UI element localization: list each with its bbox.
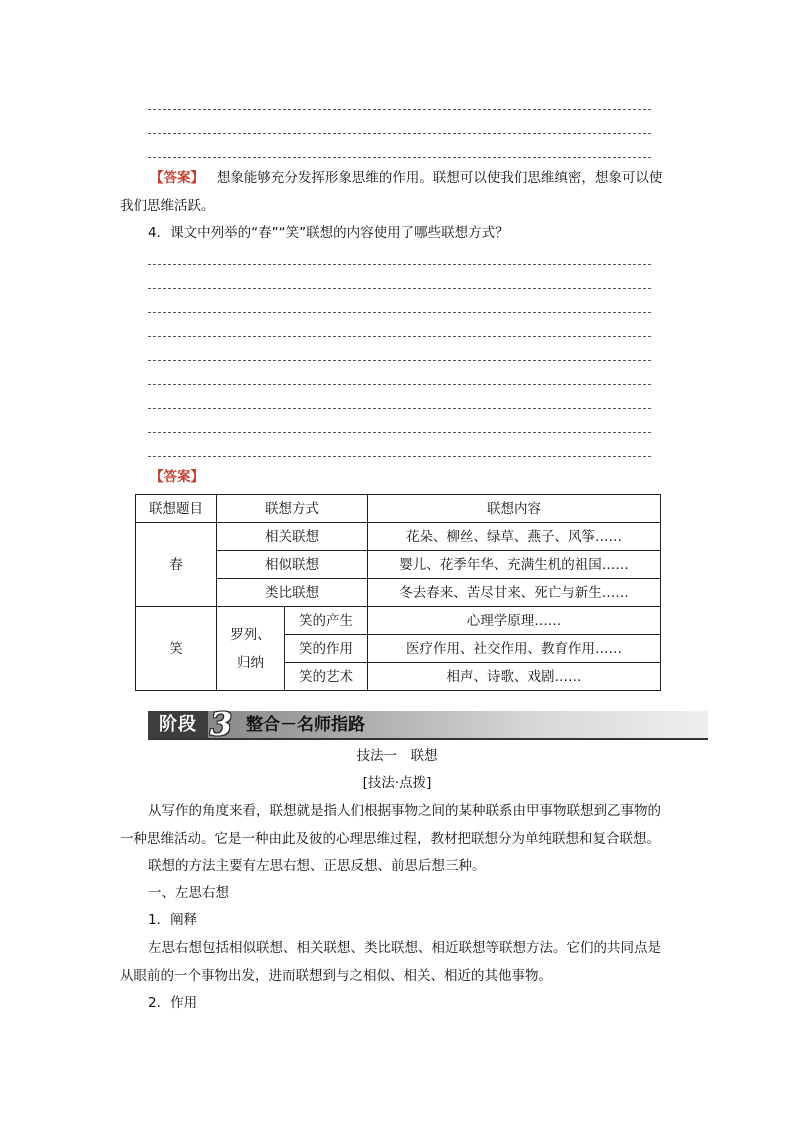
answer-line [148, 432, 651, 433]
paragraph-2: 联想的方法主要有左思右想、正思反想、前思后想三种。 [148, 858, 486, 874]
answer-line [148, 264, 651, 265]
sub-cell: 笑的产生 [285, 607, 368, 635]
item-1: 1．阐释 [148, 912, 198, 928]
answer-3-line2: 我们思维活跃。 [120, 198, 215, 214]
paragraph-1-line2: 一种思维活动。它是一种由此及彼的心理思维过程，教材把联想分为单纯联想和复合联想。 [120, 831, 660, 847]
stage-banner [148, 705, 708, 743]
topic-chun: 春 [136, 523, 217, 607]
answer-3-line1: 想象能够充分发挥形象思维的作用。联想可以使我们思维缜密，想象可以使 [216, 170, 663, 186]
answer-line [148, 408, 651, 409]
answer-label: 【答案】 [150, 469, 204, 485]
header-content: 联想内容 [368, 495, 661, 523]
association-table [135, 494, 661, 691]
content-cell: 花朵、柳丝、绿草、燕子、风筝…… [368, 523, 661, 551]
heading-1: 一、左思右想 [148, 885, 229, 901]
topic-xiao: 笑 [136, 607, 217, 691]
banner-stage-label: 阶段 [148, 711, 208, 739]
table-header-row [136, 495, 661, 523]
answer-line [148, 336, 651, 337]
question-4: 4．课文中列举的“春”“笑”联想的内容使用了哪些联想方式？ [148, 225, 509, 241]
answer-line [148, 288, 651, 289]
method-cell: 相关联想 [217, 523, 368, 551]
paragraph-3-line1: 左思右想包括相似联想、相关联想、类比联想、相近联想等联想方法。它们的共同点是 [148, 940, 661, 956]
method-cell: 类比联想 [217, 579, 368, 607]
answer-line [148, 109, 651, 110]
content-cell: 心理学原理…… [368, 607, 661, 635]
item-2: 2．作用 [148, 995, 198, 1011]
banner-title: 整合－名师指路 [246, 715, 365, 735]
answer-label: 【答案】 [150, 170, 204, 186]
content-cell: 冬去春来、苦尽甘来、死亡与新生…… [368, 579, 661, 607]
paragraph-1-line1: 从写作的角度来看，联想就是指人们根据事物之间的某种联系由甲事物联想到乙事物的 [148, 803, 661, 819]
content-cell: 婴儿、花季年华、充满生机的祖国…… [368, 551, 661, 579]
answer-line [148, 133, 651, 134]
answer-line [148, 384, 651, 385]
paragraph-3-line2: 从眼前的一个事物出发，进而联想到与之相似、相关、相近的其他事物。 [120, 968, 552, 984]
method-cell: 相似联想 [217, 551, 368, 579]
table-row [136, 523, 661, 551]
content-cell: 医疗作用、社交作用、教育作用…… [368, 635, 661, 663]
section-subtitle: [技法·点拨] [362, 775, 432, 791]
header-topic: 联想题目 [136, 495, 217, 523]
banner-stage-number: 3 [209, 705, 233, 743]
answer-line [148, 456, 651, 457]
content-cell: 相声、诗歌、戏剧…… [368, 663, 661, 691]
answer-line [148, 360, 651, 361]
table-row [136, 607, 661, 635]
method-xiao [217, 607, 285, 691]
section-title: 技法一 联想 [356, 748, 438, 764]
header-method: 联想方式 [217, 495, 368, 523]
answer-line [148, 157, 651, 158]
method-xiao-line1: 罗列、 [230, 626, 271, 643]
answer-line [148, 312, 651, 313]
sub-cell: 笑的艺术 [285, 663, 368, 691]
sub-cell: 笑的作用 [285, 635, 368, 663]
answer-3 [150, 169, 662, 187]
method-xiao-line2: 归纳 [237, 654, 264, 671]
